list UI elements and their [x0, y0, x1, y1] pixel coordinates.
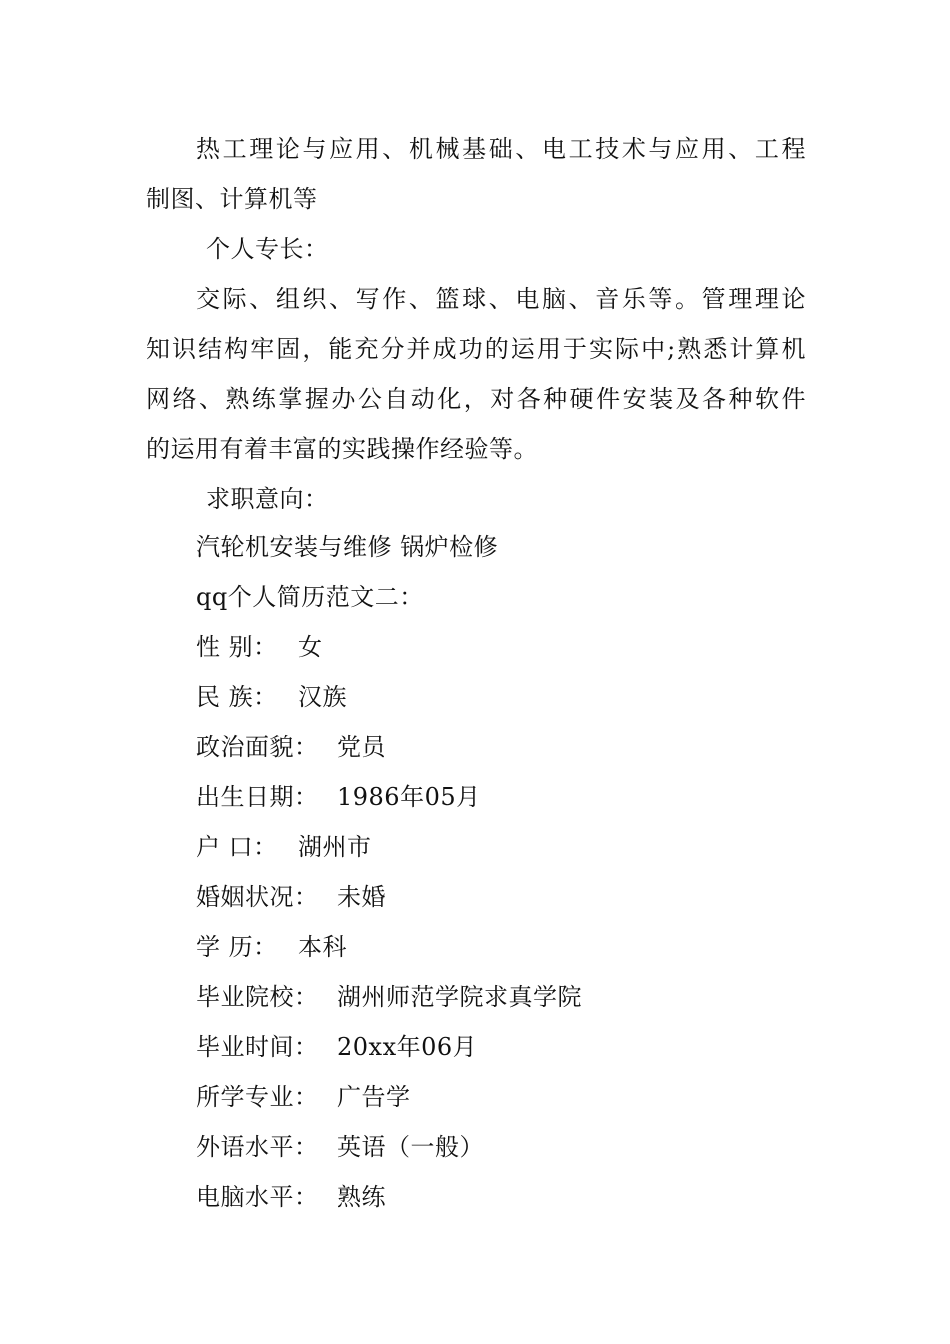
field-value: 党员	[337, 733, 386, 761]
specialty-heading: 个人专长：	[206, 235, 329, 263]
field-row-graduation-date	[196, 1022, 866, 1072]
field-label: 婚姻状况：	[196, 883, 319, 911]
field-row-computer-skill	[196, 1172, 866, 1222]
field-value: 女	[298, 633, 323, 661]
field-row-major	[196, 1072, 866, 1122]
field-row-education	[196, 922, 866, 972]
field-label: 政治面貌：	[196, 733, 319, 761]
field-value: 湖州市	[298, 833, 372, 861]
field-value: 未婚	[337, 883, 386, 911]
field-label: 毕业时间：	[196, 1033, 319, 1061]
field-row-marital-status	[196, 872, 866, 922]
field-row-gender	[196, 622, 866, 672]
field-row-ethnicity	[196, 672, 866, 722]
specialty-paragraph-line-1: 交际、组织、写作、篮球、电脑、音乐等。管理理论	[196, 285, 806, 313]
field-value: 20xx年06月	[337, 1033, 478, 1061]
objective-heading: 求职意向：	[206, 485, 329, 513]
field-label: 户 口：	[196, 833, 278, 861]
field-label: 毕业院校：	[196, 983, 319, 1011]
field-label: 学 历：	[196, 933, 278, 961]
field-label: 电脑水平：	[196, 1183, 319, 1211]
specialty-paragraph-line-4: 的运用有着丰富的实践操作经验等。	[146, 435, 538, 463]
field-value: 英语（一般）	[337, 1133, 484, 1161]
field-value: 1986年05月	[337, 783, 481, 811]
field-row-school	[196, 972, 866, 1022]
specialty-paragraph-line-3: 网络、熟练掌握办公自动化，对各种硬件安装及各种软件	[146, 385, 806, 413]
field-value: 汉族	[298, 683, 347, 711]
field-row-political-status	[196, 722, 866, 772]
specialty-paragraph-line-2: 知识结构牢固，能充分并成功的运用于实际中;熟悉计算机	[146, 335, 806, 363]
sample-title: qq个人简历范文二：	[196, 583, 424, 611]
field-label: 外语水平：	[196, 1133, 319, 1161]
field-label: 民 族：	[196, 683, 278, 711]
field-row-birth-date	[196, 772, 866, 822]
field-row-foreign-language	[196, 1122, 866, 1172]
field-row-household	[196, 822, 866, 872]
courses-paragraph-line-1: 热工理论与应用、机械基础、电工技术与应用、工程	[196, 135, 806, 163]
field-label: 性 别：	[196, 633, 278, 661]
field-value: 熟练	[337, 1183, 386, 1211]
courses-paragraph-line-2: 制图、计算机等	[146, 185, 318, 213]
field-value: 本科	[298, 933, 347, 961]
field-label: 所学专业：	[196, 1083, 319, 1111]
field-value: 湖州师范学院求真学院	[337, 983, 582, 1011]
field-value: 广告学	[337, 1083, 411, 1111]
objective-text: 汽轮机安装与维修 锅炉检修	[196, 533, 499, 561]
field-label: 出生日期：	[196, 783, 319, 811]
